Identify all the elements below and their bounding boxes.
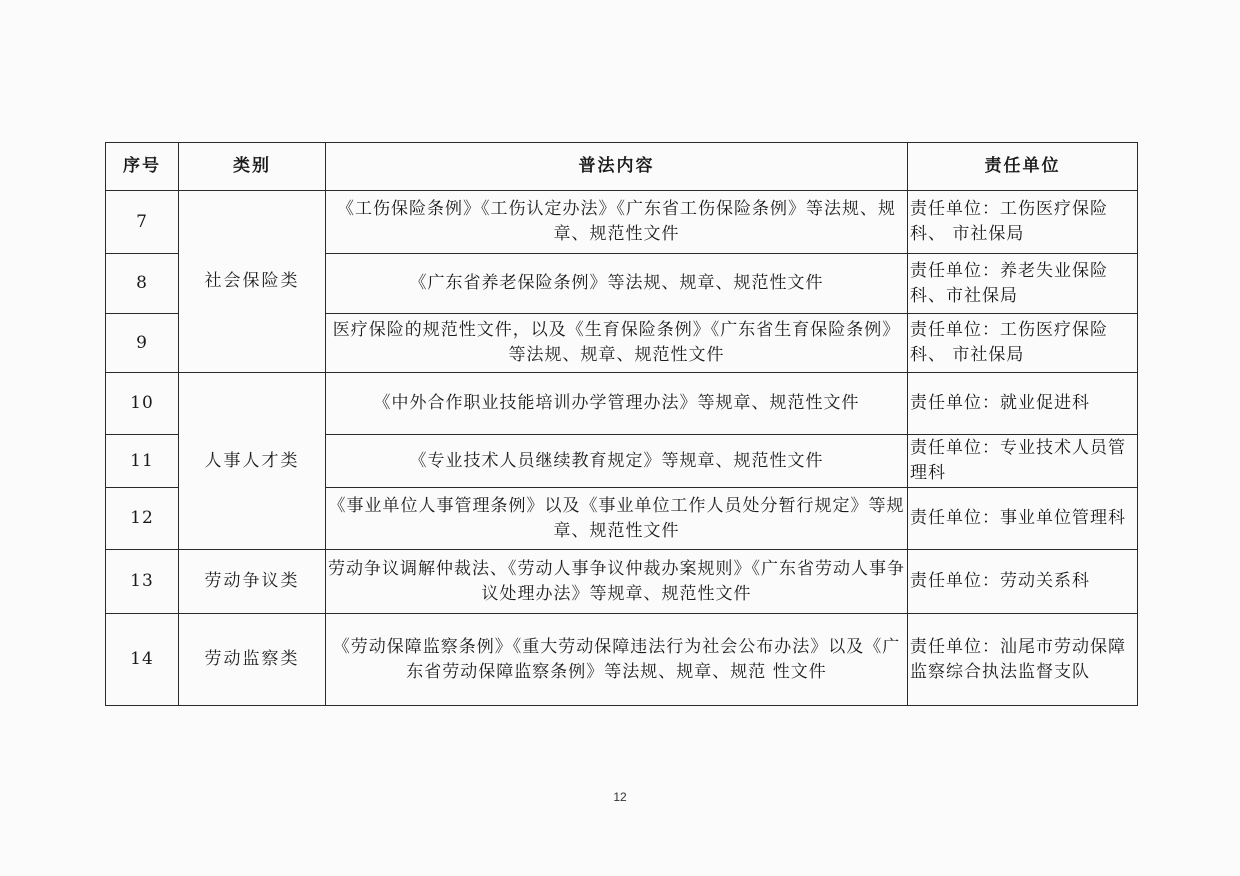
row-unit: 责任单位：汕尾市劳动保障监察综合执法监督支队 <box>908 614 1138 706</box>
header-row <box>106 143 1138 191</box>
row-no: 14 <box>106 614 179 706</box>
header-category: 类别 <box>179 143 326 191</box>
table-row <box>106 373 1138 435</box>
row-unit: 责任单位：事业单位管理科 <box>908 488 1138 550</box>
category-cell: 人事人才类 <box>179 373 326 550</box>
row-no: 11 <box>106 435 179 488</box>
header-unit: 责任单位 <box>908 143 1138 191</box>
row-unit: 责任单位：工伤医疗保险科、 市社保局 <box>908 314 1138 373</box>
row-content: 《专业技术人员继续教育规定》等规章、规范性文件 <box>326 435 908 488</box>
law-promotion-table-wrap <box>105 142 1137 706</box>
row-unit: 责任单位：就业促进科 <box>908 373 1138 435</box>
row-no: 12 <box>106 488 179 550</box>
row-content: 《工伤保险条例》《工伤认定办法》《广东省工伤保险条例》等法规、规章、规范性文件 <box>326 191 908 254</box>
header-no: 序号 <box>106 143 179 191</box>
row-unit: 责任单位：劳动关系科 <box>908 550 1138 614</box>
row-no: 10 <box>106 373 179 435</box>
category-cell: 社会保险类 <box>179 191 326 373</box>
row-content: 《广东省养老保险条例》等法规、规章、规范性文件 <box>326 254 908 314</box>
row-no: 9 <box>106 314 179 373</box>
row-unit: 责任单位：工伤医疗保险科、 市社保局 <box>908 191 1138 254</box>
row-content: 劳动争议调解仲裁法、《劳动人事争议仲裁办案规则》《广东省劳动人事争议处理办法》等规章、规范性文件 <box>326 550 908 614</box>
row-no: 8 <box>106 254 179 314</box>
category-cell: 劳动监察类 <box>179 614 326 706</box>
row-no: 7 <box>106 191 179 254</box>
category-cell: 劳动争议类 <box>179 550 326 614</box>
row-no: 13 <box>106 550 179 614</box>
table-row <box>106 191 1138 254</box>
table-row <box>106 614 1138 706</box>
row-content: 《劳动保障监察条例》《重大劳动保障违法行为社会公布办法》以及《广东省劳动保障监察条例》等法规、规章、规范 性文件 <box>326 614 908 706</box>
row-content: 《中外合作职业技能培训办学管理办法》等规章、规范性文件 <box>326 373 908 435</box>
header-content: 普法内容 <box>326 143 908 191</box>
row-unit: 责任单位：养老失业保险科、市社保局 <box>908 254 1138 314</box>
law-promotion-table <box>105 142 1138 706</box>
row-content: 医疗保险的规范性文件，以及《生育保险条例》《广东省生育保险条例》等法规、规章、规范性文件 <box>326 314 908 373</box>
page-number: 12 <box>613 790 627 804</box>
row-content: 《事业单位人事管理条例》以及《事业单位工作人员处分暂行规定》等规章、规范性文件 <box>326 488 908 550</box>
row-unit: 责任单位：专业技术人员管理科 <box>908 435 1138 488</box>
table-row <box>106 550 1138 614</box>
